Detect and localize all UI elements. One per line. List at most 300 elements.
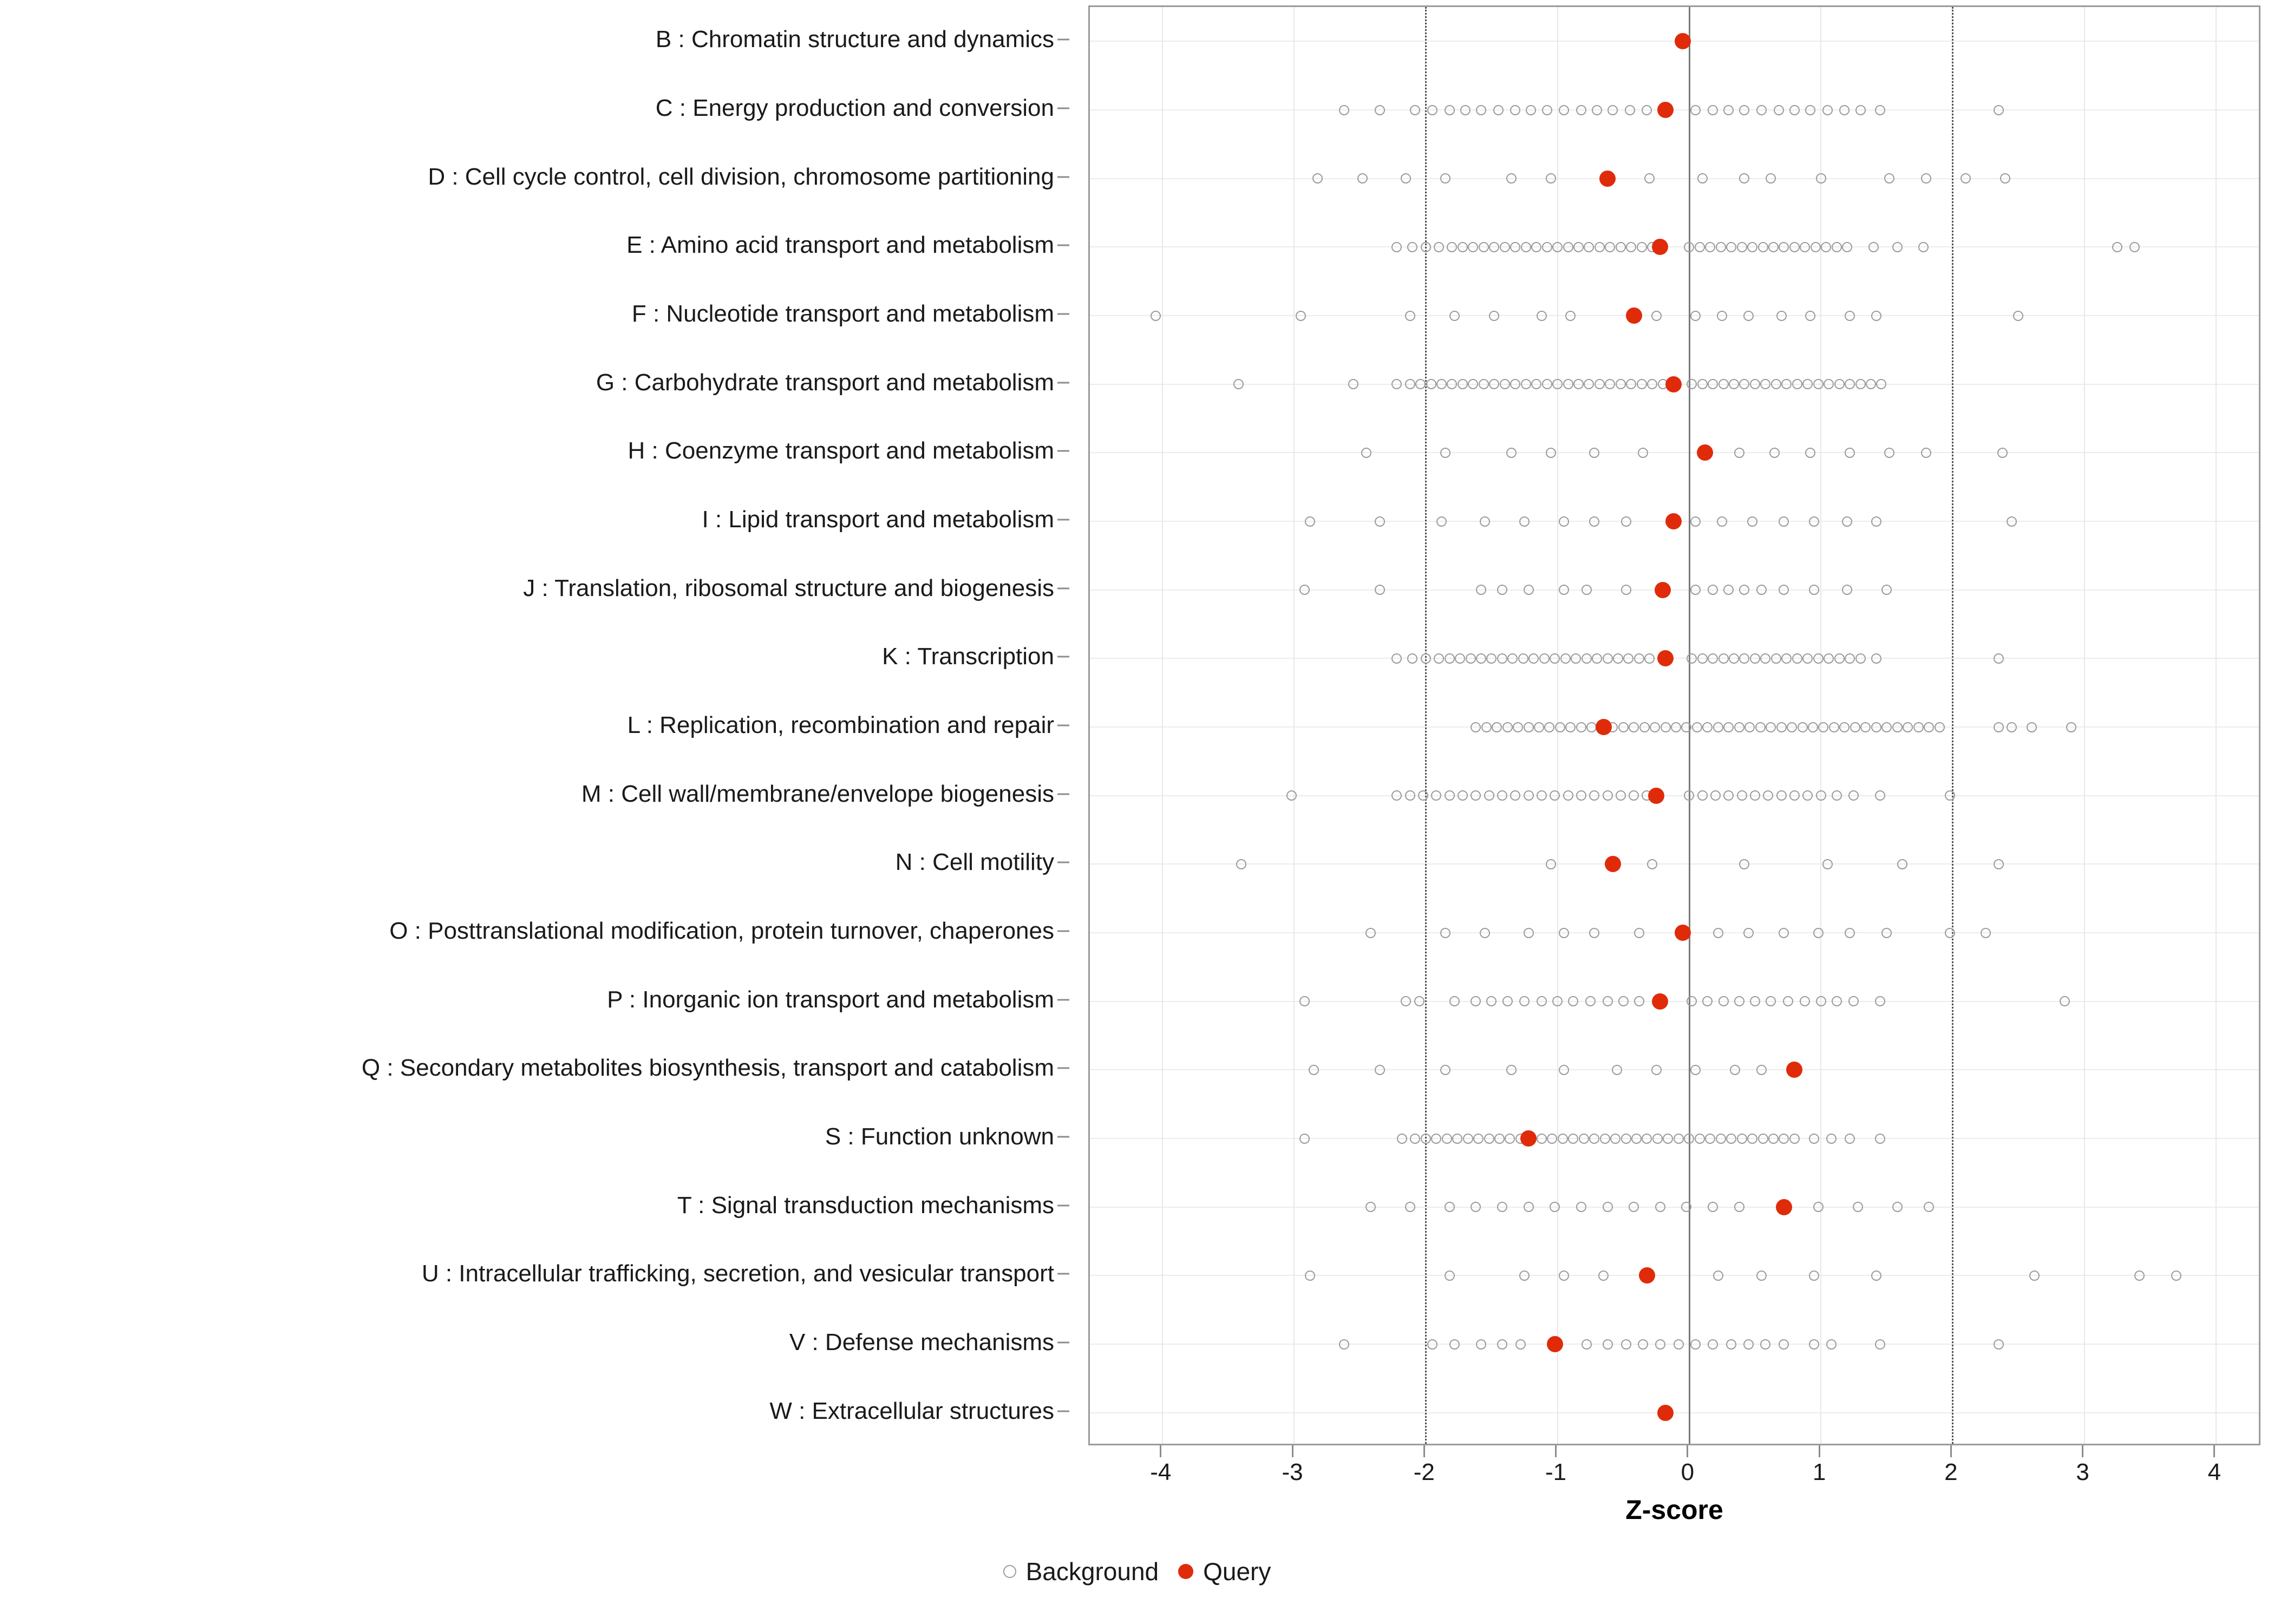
background-point	[1497, 653, 1507, 664]
background-point	[1552, 996, 1563, 1006]
background-point	[1779, 1134, 1789, 1144]
background-point	[1546, 448, 1556, 458]
background-point	[1531, 242, 1541, 252]
background-point	[1391, 790, 1402, 801]
query-point	[1697, 444, 1713, 461]
background-point	[1299, 1134, 1310, 1144]
background-point	[1233, 379, 1244, 389]
background-point	[1690, 1339, 1701, 1350]
y-tick-label: E : Amino acid transport and metabolism	[626, 232, 1054, 259]
background-point	[1994, 653, 2004, 664]
background-point	[1826, 1134, 1837, 1144]
background-point	[1468, 242, 1478, 252]
background-point	[2134, 1271, 2145, 1281]
background-point	[1881, 928, 1892, 938]
background-point	[1559, 1065, 1569, 1075]
background-point	[1763, 790, 1773, 801]
background-point	[1726, 1134, 1736, 1144]
background-point	[1871, 1271, 1881, 1281]
y-tick-mark	[1057, 519, 1069, 521]
background-point	[1739, 653, 1749, 664]
background-point	[1779, 585, 1789, 595]
background-point	[1756, 585, 1767, 595]
background-point	[1760, 1339, 1770, 1350]
background-point	[1515, 1339, 1526, 1350]
background-point	[1431, 790, 1441, 801]
background-point	[1637, 379, 1647, 389]
background-point	[1805, 311, 1815, 321]
background-point	[1994, 722, 2004, 732]
background-point	[1684, 790, 1694, 801]
background-point	[1708, 105, 1718, 115]
query-point	[1599, 171, 1616, 187]
background-point	[1663, 1134, 1673, 1144]
background-point	[1809, 585, 1819, 595]
background-point	[1476, 105, 1486, 115]
background-point	[1734, 996, 1744, 1006]
x-gridline	[1293, 7, 1295, 1444]
x-gridline	[2084, 7, 2085, 1444]
background-point	[1850, 722, 1860, 732]
background-point	[1440, 173, 1450, 184]
background-point	[1471, 996, 1481, 1006]
background-point	[1692, 722, 1702, 732]
background-point	[1729, 653, 1739, 664]
background-point	[1559, 516, 1569, 527]
background-point	[1826, 1339, 1837, 1350]
background-point	[1410, 1134, 1420, 1144]
background-point	[1524, 585, 1534, 595]
query-point	[1596, 719, 1612, 735]
background-point	[1802, 379, 1813, 389]
background-point	[1494, 1134, 1505, 1144]
background-point	[1573, 379, 1584, 389]
background-point	[1687, 653, 1697, 664]
x-tick-label: 4	[2207, 1459, 2221, 1485]
background-point	[1743, 311, 1754, 321]
background-point	[1519, 1271, 1530, 1281]
background-point	[1642, 1134, 1652, 1144]
background-point	[1824, 653, 1834, 664]
background-point	[2000, 173, 2010, 184]
background-point	[1855, 653, 1866, 664]
background-point	[1348, 379, 1358, 389]
background-point	[1312, 173, 1323, 184]
y-tick-mark	[1057, 1204, 1069, 1206]
background-point	[1674, 1134, 1684, 1144]
background-point	[1774, 105, 1784, 115]
background-point	[1616, 379, 1626, 389]
background-point	[1621, 1134, 1631, 1144]
background-point	[1787, 722, 1797, 732]
background-point	[1924, 722, 1934, 732]
x-tick-label: -3	[1282, 1459, 1303, 1485]
background-point	[1769, 448, 1780, 458]
background-point	[1573, 242, 1584, 252]
background-point	[1449, 1339, 1460, 1350]
background-point	[1449, 311, 1460, 321]
background-point	[1489, 311, 1499, 321]
background-point	[1842, 585, 1852, 595]
background-point	[1671, 722, 1681, 732]
background-point	[1571, 653, 1581, 664]
background-point	[1813, 379, 1824, 389]
y-tick-label: M : Cell wall/membrane/envelope biogenesis	[581, 780, 1054, 807]
background-point	[1445, 1202, 1455, 1212]
background-point	[1881, 722, 1892, 732]
reference-line--2	[1425, 7, 1427, 1444]
background-point	[1723, 790, 1734, 801]
background-point	[1603, 1339, 1613, 1350]
background-point	[2129, 242, 2140, 252]
background-point	[1415, 379, 1426, 389]
background-point	[1431, 1134, 1441, 1144]
x-tick-label: -2	[1413, 1459, 1435, 1485]
background-point	[1519, 516, 1530, 527]
background-point	[1391, 653, 1402, 664]
background-point	[1842, 242, 1852, 252]
y-tick-label: O : Posttranslational modification, protein turnover, chaperones	[389, 918, 1054, 944]
background-point	[1809, 516, 1819, 527]
background-point	[1458, 790, 1468, 801]
background-point	[1997, 448, 2008, 458]
background-point	[1559, 105, 1569, 115]
background-point	[1779, 242, 1789, 252]
background-point	[1884, 173, 1894, 184]
background-point	[1585, 996, 1596, 1006]
background-point	[1647, 859, 1657, 869]
background-point	[1875, 790, 1885, 801]
background-point	[1471, 1202, 1481, 1212]
background-point	[1481, 722, 1492, 732]
y-tick-label: N : Cell motility	[895, 849, 1054, 876]
background-point	[1713, 1271, 1723, 1281]
background-point	[1559, 585, 1569, 595]
x-tick-label: -4	[1150, 1459, 1172, 1485]
background-point	[1644, 173, 1655, 184]
background-point	[1534, 722, 1544, 732]
background-point	[1690, 585, 1701, 595]
background-point	[1921, 448, 1931, 458]
y-tick-label: V : Defense mechanisms	[789, 1329, 1054, 1355]
background-point	[1829, 722, 1839, 732]
background-point	[1802, 790, 1813, 801]
background-point	[1542, 379, 1552, 389]
background-point	[1484, 1134, 1494, 1144]
background-point	[1598, 1271, 1609, 1281]
background-point	[1486, 653, 1497, 664]
background-point	[1555, 722, 1565, 732]
background-point	[1717, 516, 1727, 527]
background-point	[1405, 379, 1415, 389]
background-point	[1766, 173, 1776, 184]
background-point	[1500, 242, 1510, 252]
x-tick-label: 3	[2076, 1459, 2089, 1485]
background-point	[1708, 653, 1718, 664]
background-point	[1236, 859, 1246, 869]
background-point	[1151, 311, 1161, 321]
background-point	[1544, 722, 1554, 732]
background-point	[1531, 379, 1541, 389]
background-point	[1582, 1339, 1592, 1350]
y-tick-label: G : Carbohydrate transport and metabolism	[596, 369, 1054, 396]
background-point	[1842, 516, 1852, 527]
background-point	[1612, 1065, 1622, 1075]
background-point	[1427, 1339, 1437, 1350]
x-tick-mark	[1819, 1445, 1820, 1457]
background-point	[1537, 996, 1547, 1006]
x-tick-label: 1	[1812, 1459, 1826, 1485]
background-point	[1595, 242, 1605, 252]
background-point	[1981, 928, 1991, 938]
background-point	[1629, 722, 1639, 732]
y-axis-labels	[0, 5, 1075, 1445]
background-point	[1410, 105, 1420, 115]
filled-circle-icon	[1178, 1564, 1193, 1579]
background-point	[1603, 1202, 1613, 1212]
background-point	[1718, 379, 1729, 389]
background-point	[1638, 1339, 1648, 1350]
background-point	[1634, 996, 1644, 1006]
query-point	[1665, 513, 1682, 529]
background-point	[1779, 1339, 1789, 1350]
background-point	[1502, 722, 1513, 732]
background-point	[1776, 311, 1787, 321]
background-point	[1623, 653, 1633, 664]
background-point	[1521, 379, 1531, 389]
y-tick-label: U : Intracellular trafficking, secretion, and vesicular transport	[421, 1260, 1054, 1287]
background-point	[1629, 1202, 1639, 1212]
background-point	[1365, 928, 1376, 938]
background-point	[1789, 105, 1800, 115]
background-point	[1552, 242, 1563, 252]
y-tick-label: P : Inorganic ion transport and metabolism	[607, 986, 1054, 1013]
y-tick-mark	[1057, 587, 1069, 589]
legend-label-background: Background	[1025, 1557, 1159, 1586]
y-tick-label: I : Lipid transport and metabolism	[702, 506, 1054, 533]
background-point	[1697, 790, 1708, 801]
background-point	[1626, 379, 1636, 389]
background-point	[1626, 242, 1636, 252]
background-point	[1655, 1339, 1665, 1350]
background-point	[1809, 1339, 1819, 1350]
background-point	[2013, 311, 2023, 321]
x-gridline	[1162, 7, 1163, 1444]
background-point	[1789, 790, 1800, 801]
background-point	[1568, 996, 1578, 1006]
background-point	[1855, 379, 1866, 389]
background-point	[1552, 379, 1563, 389]
background-point	[1845, 1134, 1855, 1144]
background-point	[1779, 928, 1789, 938]
open-circle-icon	[1003, 1565, 1016, 1578]
background-point	[1565, 722, 1576, 732]
y-tick-mark	[1057, 931, 1069, 932]
background-point	[1600, 1134, 1610, 1144]
x-tick-label: 0	[1681, 1459, 1695, 1485]
background-point	[1816, 996, 1826, 1006]
background-point	[1771, 379, 1781, 389]
background-point	[1339, 105, 1349, 115]
background-point	[1476, 653, 1486, 664]
background-point	[1568, 1134, 1578, 1144]
background-point	[1734, 448, 1744, 458]
background-point	[1690, 1065, 1701, 1075]
y-tick-label: W : Extracellular structures	[769, 1397, 1054, 1424]
background-point	[2112, 242, 2122, 252]
background-point	[1903, 722, 1913, 732]
y-tick-mark	[1057, 725, 1069, 726]
background-point	[1776, 790, 1787, 801]
background-point	[1800, 996, 1810, 1006]
y-tick-mark	[1057, 862, 1069, 863]
background-point	[1613, 653, 1623, 664]
background-point	[1407, 653, 1417, 664]
query-point	[1520, 1130, 1537, 1147]
background-point	[1792, 653, 1802, 664]
background-point	[1484, 790, 1494, 801]
x-tick-mark	[1687, 1445, 1688, 1457]
background-point	[1506, 1065, 1517, 1075]
background-point	[1357, 173, 1368, 184]
background-point	[1737, 242, 1747, 252]
background-point	[1798, 722, 1808, 732]
background-point	[1592, 105, 1602, 115]
background-point	[1563, 790, 1573, 801]
background-point	[1718, 996, 1729, 1006]
background-point	[1834, 379, 1845, 389]
background-point	[1497, 790, 1507, 801]
background-point	[1913, 722, 1924, 732]
background-point	[1427, 105, 1437, 115]
y-tick-mark	[1057, 1410, 1069, 1412]
query-point	[1652, 239, 1668, 255]
background-point	[1418, 790, 1428, 801]
background-point	[1695, 242, 1705, 252]
background-point	[1537, 790, 1547, 801]
background-point	[1510, 790, 1520, 801]
background-point	[1639, 722, 1650, 732]
background-point	[1550, 1202, 1560, 1212]
query-point	[1626, 307, 1642, 324]
background-point	[1924, 1202, 1934, 1212]
background-point	[1822, 859, 1833, 869]
background-point	[1818, 722, 1828, 732]
background-point	[1687, 996, 1697, 1006]
background-point	[1853, 1202, 1863, 1212]
background-point	[1750, 996, 1760, 1006]
background-point	[1507, 653, 1518, 664]
background-point	[1921, 173, 1931, 184]
background-point	[1756, 1065, 1767, 1075]
background-point	[1716, 1134, 1726, 1144]
background-point	[1705, 1134, 1715, 1144]
background-point	[1708, 379, 1718, 389]
background-point	[1684, 1134, 1694, 1144]
background-point	[1695, 1134, 1705, 1144]
background-point	[1476, 1339, 1486, 1350]
background-point	[1471, 790, 1481, 801]
background-point	[1584, 379, 1594, 389]
background-point	[1690, 516, 1701, 527]
background-point	[1497, 1202, 1507, 1212]
background-point	[1816, 790, 1826, 801]
background-point	[1918, 242, 1929, 252]
y-tick-mark	[1057, 999, 1069, 1000]
background-point	[2007, 722, 2017, 732]
background-point	[1737, 790, 1747, 801]
background-point	[1286, 790, 1297, 801]
y-tick-label: K : Transcription	[882, 643, 1054, 670]
x-tick-mark	[1423, 1445, 1425, 1457]
background-point	[1802, 653, 1813, 664]
background-point	[1365, 1202, 1376, 1212]
y-tick-mark	[1057, 1342, 1069, 1344]
background-point	[1638, 448, 1648, 458]
background-point	[1809, 1271, 1819, 1281]
background-point	[1563, 379, 1573, 389]
background-point	[1550, 653, 1560, 664]
background-point	[1713, 722, 1723, 732]
background-point	[1743, 1339, 1754, 1350]
y-tick-mark	[1057, 1273, 1069, 1275]
background-point	[1401, 173, 1411, 184]
background-point	[1758, 242, 1768, 252]
background-point	[1473, 1134, 1484, 1144]
background-point	[1299, 996, 1310, 1006]
background-point	[1697, 173, 1708, 184]
background-point	[1875, 1339, 1885, 1350]
background-point	[1440, 448, 1450, 458]
query-point	[1776, 1199, 1792, 1215]
background-point	[1747, 242, 1757, 252]
background-point	[1875, 105, 1885, 115]
background-point	[1502, 996, 1513, 1006]
background-point	[1559, 1271, 1569, 1281]
query-point	[1657, 102, 1674, 118]
background-point	[1674, 1339, 1684, 1350]
background-point	[1603, 996, 1613, 1006]
background-point	[1855, 105, 1866, 115]
background-point	[1868, 242, 1879, 252]
background-point	[1442, 1134, 1452, 1144]
background-point	[1513, 722, 1523, 732]
background-point	[1634, 928, 1644, 938]
y-tick-mark	[1057, 39, 1069, 41]
background-point	[1684, 242, 1694, 252]
background-point	[1739, 105, 1749, 115]
background-point	[1618, 996, 1629, 1006]
background-point	[1871, 311, 1881, 321]
query-point	[1657, 650, 1674, 666]
y-tick-label: S : Function unknown	[825, 1123, 1054, 1150]
background-point	[1881, 585, 1892, 595]
background-point	[1625, 105, 1635, 115]
background-point	[1458, 379, 1468, 389]
x-tick-label: -1	[1545, 1459, 1567, 1485]
x-tick-mark	[1160, 1445, 1161, 1457]
background-point	[1713, 928, 1723, 938]
background-point	[1629, 790, 1639, 801]
background-point	[1608, 105, 1618, 115]
y-tick-label: F : Nucleotide transport and metabolism	[631, 300, 1054, 327]
background-point	[1405, 790, 1415, 801]
background-point	[1743, 928, 1754, 938]
query-point	[1605, 856, 1621, 872]
background-point	[1584, 242, 1594, 252]
background-point	[1537, 311, 1547, 321]
background-point	[1414, 996, 1424, 1006]
